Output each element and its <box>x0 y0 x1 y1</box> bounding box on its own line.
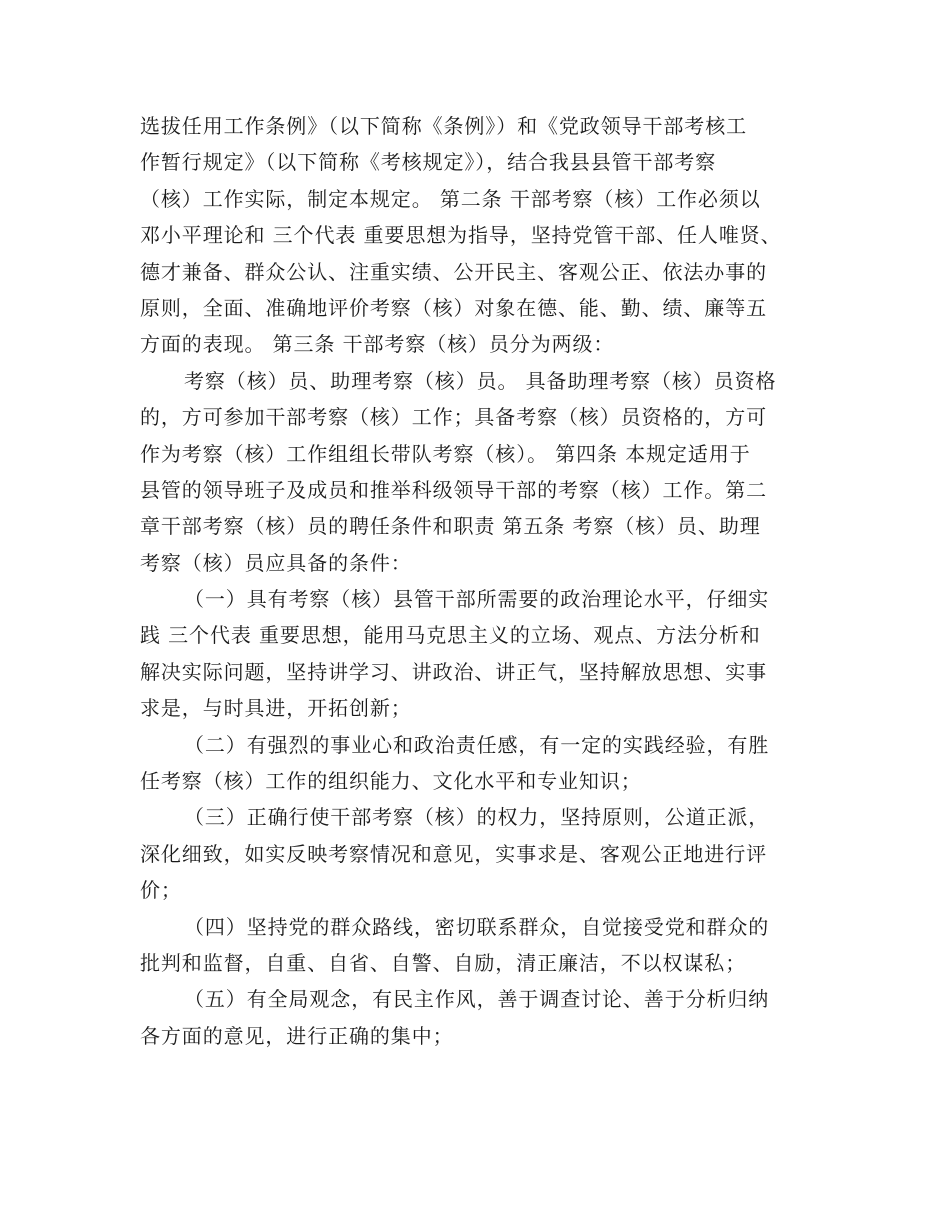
text-line: （四）坚持党的群众路线，密切联系群众，自觉接受党和群众的 <box>184 914 770 939</box>
text-line: 原则，全面、准确地评价考察（核）对象在德、能、勤、绩、廉等五 <box>140 295 767 320</box>
text-line: 县管的领导班子及成员和推举科级领导干部的考察（核）工作。第二 <box>140 477 767 502</box>
text-line: 考察（核）员、助理考察（核）员。 具备助理考察（核）员资格 <box>184 368 777 393</box>
text-line: （五）有全局观念，有民主作风，善于调查讨论、善于分析归纳 <box>184 987 770 1012</box>
text-line: 作暂行规定》（以下简称《考核规定》），结合我县县管干部考察 <box>140 150 717 175</box>
text-line: 价； <box>140 878 182 903</box>
text-line: 德才兼备、群众公认、注重实绩、公开民主、客观公正、依法办事的 <box>140 259 767 284</box>
text-line: 求是，与时具进，开拓创新； <box>140 696 412 721</box>
text-line: （二）有强烈的事业心和政治责任感，有一定的实践经验，有胜 <box>184 732 770 757</box>
text-line: （一）具有考察（核）县管干部所需要的政治理论水平，仔细实 <box>184 587 770 612</box>
text-line: 践 三个代表 重要思想，能用马克思主义的立场、观点、方法分析和 <box>140 623 761 648</box>
text-line: 邓小平理论和 三个代表 重要思想为指导，坚持党管干部、任人唯贤、 <box>140 223 782 248</box>
text-line: （三）正确行使干部考察（核）的权力，坚持原则，公道正派， <box>184 805 770 830</box>
text-line: 的，方可参加干部考察（核）工作；具备考察（核）员资格的，方可 <box>140 405 767 430</box>
text-line: 选拔任用工作条例》（以下简称《条例》）和《党政领导干部考核工 <box>140 114 747 138</box>
text-line: 方面的表现。 第三条 干部考察（核）员分为两级： <box>140 332 615 357</box>
text-line: 考察（核）员应具备的条件： <box>140 550 412 575</box>
text-line: （核）工作实际，制定本规定。 第二条 干部考察（核）工作必须以 <box>140 186 761 211</box>
text-line: 解决实际问题，坚持讲学习、讲政治、讲正气，坚持解放思想、实事 <box>140 659 767 684</box>
text-line: 任考察（核）工作的组织能力、文化水平和专业知识； <box>140 769 642 794</box>
text-line: 深化细致，如实反映考察情况和意见，实事求是、客观公正地进行评 <box>140 841 767 866</box>
text-line: 章干部考察（核）员的聘任条件和职责 第五条 考察（核）员、助理 <box>140 514 761 539</box>
text-line: 作为考察（核）工作组组长带队考察（核）。 第四条 本规定适用于 <box>140 441 751 466</box>
text-line: 各方面的意见，进行正确的集中； <box>140 1023 454 1048</box>
body-text <box>140 108 820 1054</box>
text-line: 批判和监督，自重、自省、自警、自励，清正廉洁，不以权谋私； <box>140 950 747 975</box>
